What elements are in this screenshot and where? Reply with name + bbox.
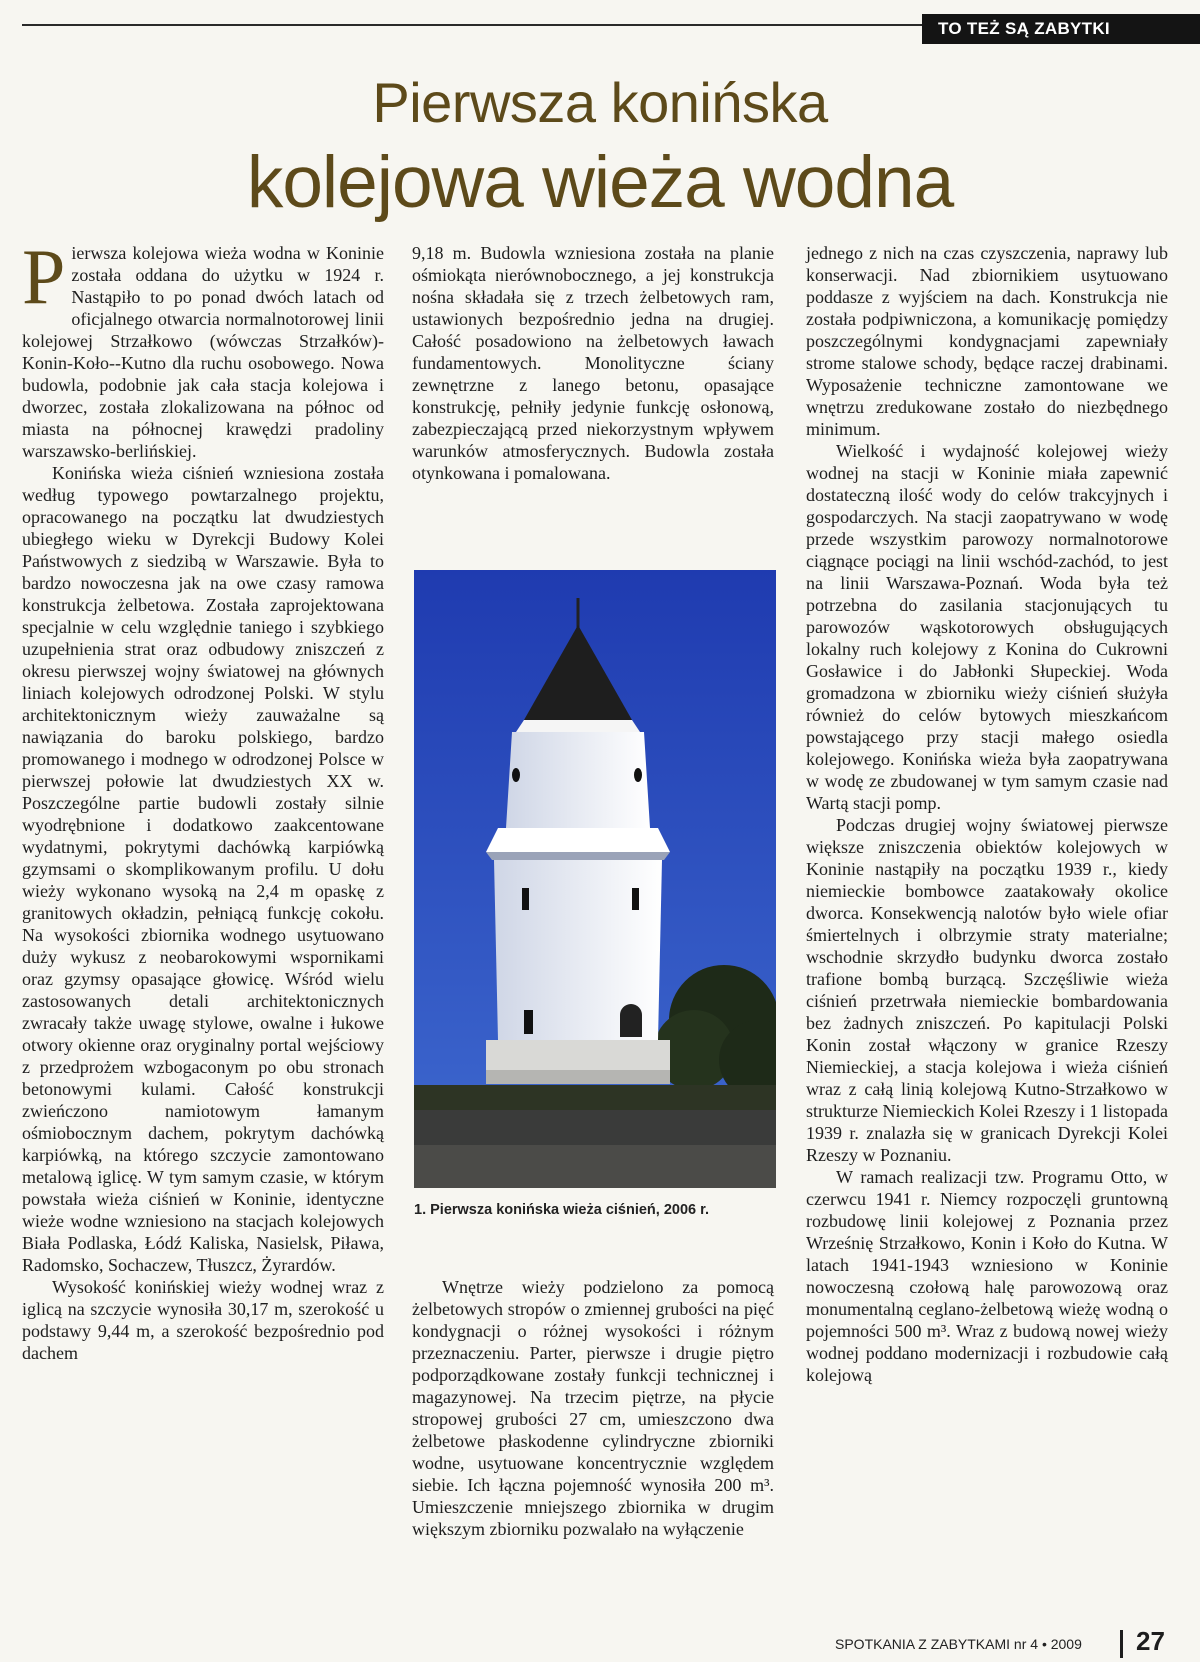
paragraph-6: jednego z nich na czas czyszczenia, naprawy lub konserwacji. Nad zbiornikiem usytuowano poddasze z wyjściem na dach. Konstrukcja nie została podpiwniczona, a komunikację pomiędzy poszczególnymi kondygnacjami zapewniały strome stalowe schody, będące raczej drabinami. Wyposażenie techniczne zamontowane we wnętrzu zredukowane zostało do niezbędnego minimum.	[806, 243, 1168, 439]
title-line-2: kolejowa wieża wodna	[246, 142, 954, 223]
footer-magazine: SPOTKANIA Z ZABYTKAMI nr 4 • 2009	[835, 1636, 1082, 1652]
top-rule	[22, 24, 922, 26]
cornice	[486, 828, 670, 852]
footer-divider	[1120, 1630, 1123, 1658]
drop-cap: P	[22, 233, 66, 320]
paragraph-7: Wielkość i wydajność kolejowej wieży wodnej na stacji w Koninie miała zapewnić dostateczną ilość wody do celów trakcyjnych i gospodarczych. Na stacji zaopatrywano w wodę przede wszystkim parowozy normalnotorowe ciągnące pociągi na linii wschód-zachód, to jest na linii Warszawa-Poznań. Woda była też potrzebna do zasilania stacjonujących tu parowozów wąskotorowych obsługujących lokalny ruch kolejowy z Konina do Cukrowni Gosławice i do Jabłonki Słupeckiej. Woda gromadzona w zbiorniku wieży ciśnień służyła również do celów bytowych mieszkańcom powstającego przy stacji małego osiedla kolejowego. Konińska wieża była zaopatrywana w wodę ze zbudowanej w tym samym czasie nad Wartą stacji pomp.	[806, 441, 1168, 813]
photo-caption: 1. Pierwsza konińska wieża ciśnień, 2006 r.	[414, 1202, 709, 1218]
paragraph-5: Wnętrze wieży podzielono za pomocą żelbetowych stropów o zmiennej grubości na pięć kondygnacji o różnej wysokości i różnym przeznaczeniu. Parter, pierwsze i drugie piętro podporządkowane zostały funkcji technicznej i magazynowej. Na trzecim piętrze, na płycie stropowej grubości 27 cm, umieszczono dwa żelbetowe płaskodenne cylindryczne zbiorniki wodne, usytuowane koncentrycznie względem siebie. Ich łączna pojemność wynosiła 200 m³. Umieszczenie mniejszego zbiornika w drugim większym zbiorniku pozwalało na wyłączenie	[412, 1277, 774, 1539]
paragraph-9: W ramach realizacji tzw. Programu Otto, w czerwcu 1941 r. Niemcy rozpoczęli gruntowną rozbudowę linii kolejowej z Poznania przez Wrześnię Strzałkowo, Konin i Koło do Kutna. W latach 1941-1943 wzniesiono w Koninie nowoczesną czołową halę parowozową oraz monumentalną ceglano-żelbetową wieżę wodną o pojemności 500 m³. Wraz z budową nowej wieży wodnej poddano modernizacji i rozbudowie całą kolejową	[806, 1167, 1168, 1385]
paragraph-1	[22, 233, 384, 462]
paragraph-3: Wysokość konińskiej wieży wodnej wraz z iglicą na szczycie wynosiła 30,17 m, szerokość u podstawy 9,44 m, a szerokość bezpośrednio pod dachem	[22, 1277, 384, 1363]
paragraph-8: Podczas drugiej wojny światowej pierwsze większe zniszczenia obiektów kolejowych w Koninie nastąpiły na początku 1939 r., kiedy niemieckie bombowce zaatakowały okolice dworca. Konsekwencją nalotów było wiele ofiar śmiertelnych i olbrzymie straty materialne; wschodnie skrzydło budynku dworca zostało trafione bombą burzącą. Szczęśliwie wieża ciśnień przetrwała niemieckie bombardowania bez żadnych zniszczeń. Po kapitulacji Polski Konin został włączony w granice Rzeszy Niemieckiej, a stacja kolejowa i wieża ciśnień wraz z całą linią kolejową Kutno-Strzałkowo w strukturze Niemieckich Kolei Rzeszy i 1 listopada 1939 r. znalazła się w granicach Dyrekcji Kolei Rzeszy w Poznaniu.	[806, 815, 1168, 1165]
tower-head	[506, 732, 650, 828]
paragraph-4: 9,18 m. Budowla wzniesiona została na planie ośmiokąta nierównobocznego, a jej konstrukcja nośna składała się z trzech żelbetowych ram, ustawionych bezpośrednio jedna na drugiej. Całość posadowiono na żelbetowych ławach fundamentowych. Monolityczne ściany zewnętrzne z lanego betonu, opasające konstrukcję, pełniły jedynie funkcję osłonową, zabezpieczającą przed niekorzystnym wpływem warunków atmosferycznych. Budowla została otynkowana i pomalowana.	[412, 243, 774, 483]
water-tower-photo	[414, 570, 776, 1188]
title-line-1: Pierwsza konińska	[372, 71, 828, 134]
paragraph-1-text: ierwsza kolejowa wieża wodna w Koninie została oddana do użytku w 1924 r. Nastąpiło to po ponad dwóch latach od oficjalnego otwarcia normalnotorowej linii kolejowej Strzałkowo (wówczas Strzałków)-Konin-Koło--Kutno dla ruchu osobowego. Nowa budowla, podobnie jak cała stacja kolejowa i dworzec, została zlokalizowana na północ od miasta na północnej krawędzi pradoliny warszawsko-berlińskiej.	[22, 243, 384, 461]
article-column-3	[806, 242, 1168, 1386]
page-number: 27	[1136, 1626, 1165, 1656]
article-column-2	[412, 242, 774, 484]
article-column-1	[22, 233, 384, 1364]
water-tower-illustration	[414, 570, 776, 1188]
tower-base	[486, 1040, 670, 1070]
paragraph-2: Konińska wieża ciśnień wzniesiona została według typowego powtarzalnego projektu, opracowanego na początku lat dwudziestych ubiegłego wieku w Dyrekcji Budowy Kolei Państwowych z siedzibą w Warszawie. Była to bardzo nowoczesna jak na owe czasy ramowa konstrukcja żelbetowa. Została zaprojektowana specjalnie w celu względnie taniego i szybkiego uzupełnienia strat oraz odbudowy zniszczeń z okresu pierwszej wojny światowej na głównych liniach kolejowych odrodzonej Polski. W stylu architektonicznym wieży zauważalne są nawiązania do baroku polskiego, bardzo promowanego i modnego w odrodzonej Polsce w pierwszej połowie lat dwudziestych XX w. Poszczególne partie budowli zostały silnie wyodrębnione i dodatkowo zaakcentowane wydatnymi, pokrytymi dachówką karpiówką gzymsami o skomplikowanym profilu. U dołu wieży wykonano wysoką na 2,4 m opaskę z granitowych okładzin, pełniącą funkcję cokołu. Na wysokości zbiornika wodnego usytuowano duży wykusz z neobarokowymi wspornikami oraz gzymsy opasające głowicę. Wśród wielu zastosowanych detali architektonicznych zwracały także uwagę stylowe, owalne i łukowe otwory okienne oraz oryginalny portal wejściowy z przedprożem wzbogaconym po obu stronach betonowymi kulami. Całość konstrukcji zwieńczono namiotowym łamanym ośmiobocznym dachem, pokrytym dachówką karpiówką, na którego szczycie zamontowano metalową iglicę. W tym samym czasie, w którym powstała wieża ciśnień w Koninie, identyczne wieże wodne wzniesiono na stacjach kolejowych Biała Podlaska, Łódź Kaliska, Nasielsk, Piława, Radomsko, Sochaczew, Tłuszcz, Żyrardów.	[22, 463, 384, 1275]
section-tag: TO TEŻ SĄ ZABYTKI	[922, 14, 1200, 44]
article-column-2-bottom	[412, 1276, 774, 1540]
